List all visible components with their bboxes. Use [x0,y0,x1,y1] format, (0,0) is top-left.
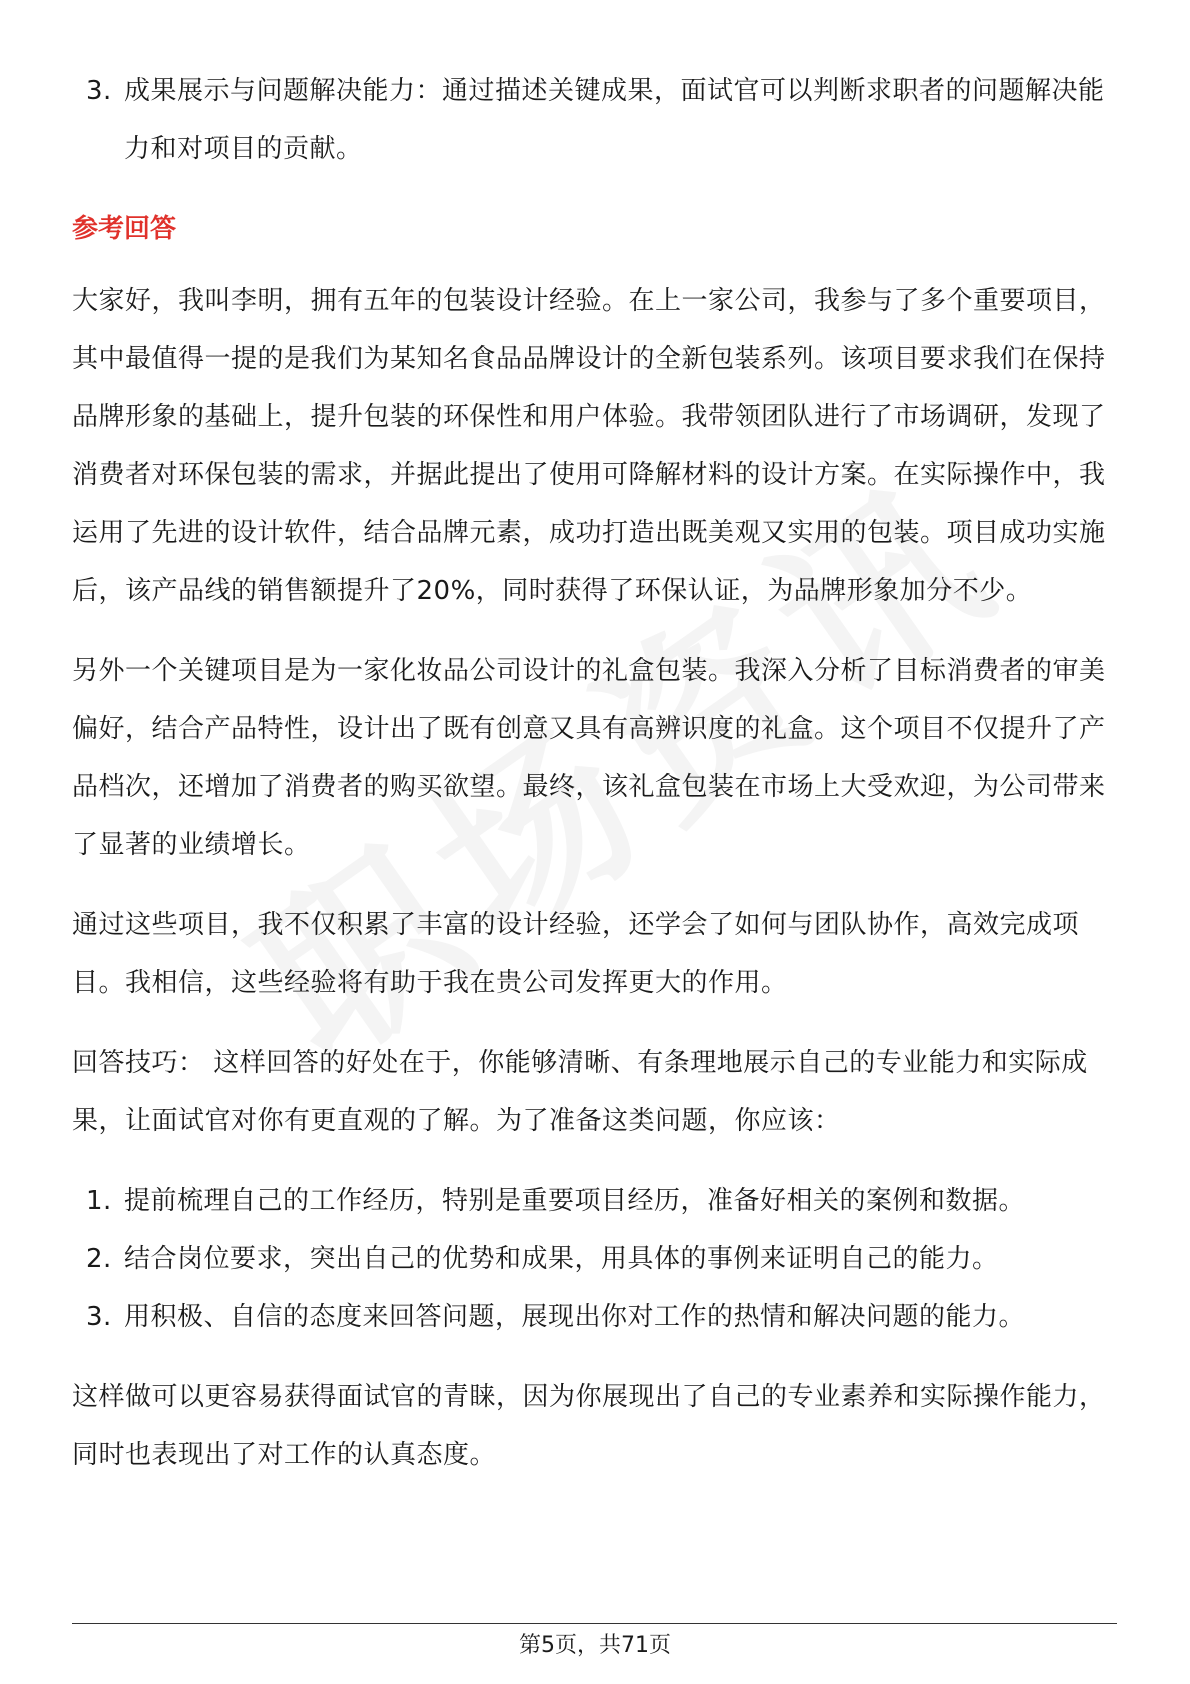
list-text: 成果展示与问题解决能力：通过描述关键成果，面试官可以判断求职者的问题解决能力和对项目的贡献。 [124,76,1105,164]
list-item [72,1288,1117,1346]
list-text: 用积极、自信的态度来回答问题，展现出你对工作的热情和解决问题的能力。 [124,1302,1026,1332]
list-text: 提前梳理自己的工作经历，特别是重要项目经历，准备好相关的案例和数据。 [124,1186,1026,1216]
list-number: 3. [86,76,112,106]
closing-paragraph: 这样做可以更容易获得面试官的青睐，因为你展现出了自己的专业素养和实际操作能力，同时也表现出了对工作的认真态度。 [72,1382,1106,1470]
page-content [72,62,1117,1506]
list-number: 2. [86,1244,112,1274]
list-item [72,1230,1117,1288]
answer-paragraph-3: 通过这些项目，我不仅积累了丰富的设计经验，还学会了如何与团队协作，高效完成项目。我相信，这些经验将有助于我在贵公司发挥更大的作用。 [72,910,1080,998]
answer-paragraph-1: 大家好，我叫李明，拥有五年的包装设计经验。在上一家公司，我参与了多个重要项目，其中最值得一提的是我们为某知名食品品牌设计的全新包装系列。该项目要求我们在保持品牌形象的基础上，提升包装的环保性和用户体验。我带领团队进行了市场调研，发现了消费者对环保包装的需求，并据此提出了使用可降解材料的设计方案。在实际操作中，我运用了先进的设计软件，结合品牌元素，成功打造出既美观又实用的包装。项目成功实施后，该产品线的销售额提升了20%，同时获得了环保认证，为品牌形象加分不少。 [72,286,1106,606]
tips-list [72,1172,1117,1346]
page-number: 第5页，共71页 [519,1633,671,1658]
footer-divider [72,1623,1117,1624]
list-text: 结合岗位要求，突出自己的优势和成果，用具体的事例来证明自己的能力。 [124,1244,999,1274]
tips-intro-paragraph: 回答技巧： 这样回答的好处在于，你能够清晰、有条理地展示自己的专业能力和实际成果，让面试官对你有更直观的了解。为了准备这类问题，你应该： [72,1048,1088,1136]
list-number: 3. [86,1302,112,1332]
criteria-list [72,62,1117,178]
list-item [72,1172,1117,1230]
answer-paragraph-2: 另外一个关键项目是为一家化妆品公司设计的礼盒包装。我深入分析了目标消费者的审美偏好，结合产品特性，设计出了既有创意又具有高辨识度的礼盒。这个项目不仅提升了产品档次，还增加了消费者的购买欲望。最终，该礼盒包装在市场上大受欢迎，为公司带来了显著的业绩增长。 [72,656,1106,860]
list-item [72,62,1117,178]
list-number: 1. [86,1186,112,1216]
section-heading: 参考回答 [72,214,177,244]
